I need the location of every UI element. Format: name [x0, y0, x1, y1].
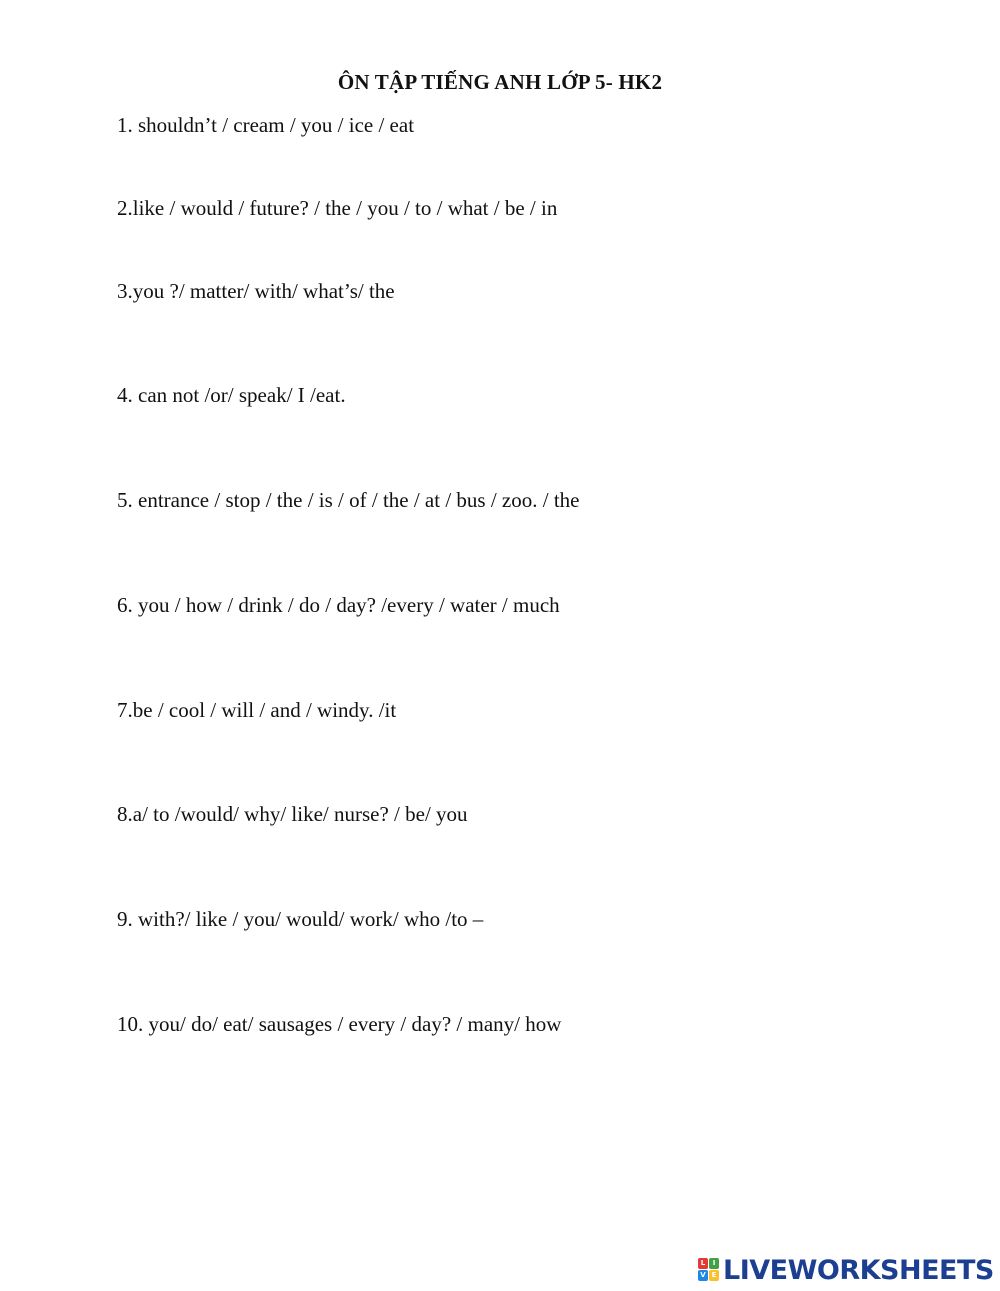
question-number: 9.: [117, 907, 133, 931]
question-number: 5.: [117, 488, 133, 512]
logo-text: LIVEWORKSHEETS: [723, 1254, 994, 1286]
logo-mark-i: I: [709, 1258, 719, 1269]
question-5: [117, 488, 580, 513]
question-8: [117, 802, 468, 827]
question-4: [117, 383, 346, 408]
question-text: like / would / future? / the / you / to / what / be / in: [132, 196, 558, 220]
question-text: can not /or/ speak/ I /eat.: [132, 383, 346, 407]
question-2: [117, 196, 557, 221]
question-number: 8.: [117, 802, 133, 826]
question-number: 4.: [117, 383, 133, 407]
question-number: 7.: [117, 698, 133, 722]
question-3: [117, 279, 395, 304]
question-10: [117, 1012, 561, 1037]
liveworksheets-logo[interactable]: [698, 1255, 994, 1285]
question-text: entrance / stop / the / is / of / the / at / bus / zoo. / the: [132, 488, 580, 512]
logo-mark-e: E: [709, 1270, 719, 1281]
question-number: 1.: [117, 113, 133, 137]
question-text: you / how / drink / do / day? /every / water / much: [132, 593, 560, 617]
question-6: [117, 593, 560, 618]
question-number: 10.: [117, 1012, 144, 1036]
question-text: a/ to /would/ why/ like/ nurse? / be/ you: [132, 802, 468, 826]
liveworksheets-logo-icon: [698, 1258, 720, 1282]
question-7: [117, 698, 396, 723]
question-number: 3.: [117, 279, 133, 303]
question-1: [117, 113, 414, 138]
logo-mark-v: V: [698, 1270, 708, 1281]
question-text: you ?/ matter/ with/ what’s/ the: [132, 279, 395, 303]
question-text: you/ do/ eat/ sausages / every / day? / many/ how: [143, 1012, 562, 1036]
question-text: shouldn’t / cream / you / ice / eat: [132, 113, 415, 137]
question-number: 2.: [117, 196, 133, 220]
logo-mark-l: L: [698, 1258, 708, 1269]
question-text: with?/ like / you/ would/ work/ who /to –: [132, 907, 484, 931]
worksheet-title: ÔN TẬP TIẾNG ANH LỚP 5- HK2: [337, 70, 663, 94]
question-number: 6.: [117, 593, 133, 617]
question-9: [117, 907, 483, 932]
question-text: be / cool / will / and / windy. /it: [132, 698, 397, 722]
